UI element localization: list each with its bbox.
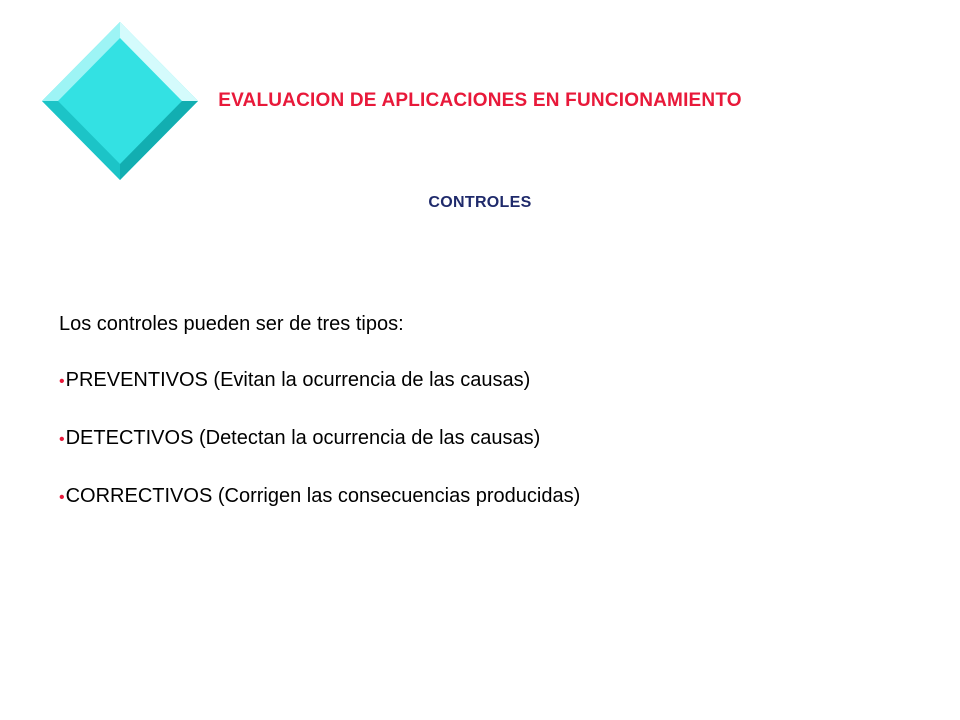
bullet-marker: • bbox=[59, 373, 65, 390]
bullet-text: DETECTIVOS (Detectan la ocurrencia de las causas) bbox=[65, 427, 541, 449]
bullet-item-preventivos bbox=[59, 368, 580, 394]
slide-body bbox=[59, 312, 580, 510]
bullet-marker: • bbox=[59, 489, 65, 506]
bullet-marker: • bbox=[59, 431, 65, 448]
bullet-item-correctivos bbox=[59, 484, 580, 510]
bullet-item-detectivos bbox=[59, 426, 580, 452]
bullet-text: CORRECTIVOS (Corrigen las consecuencias producidas) bbox=[65, 485, 581, 507]
slide-subtitle: CONTROLES bbox=[428, 194, 532, 211]
bullet-text: PREVENTIVOS (Evitan la ocurrencia de las causas) bbox=[65, 369, 531, 391]
slide-title: EVALUACION DE APLICACIONES EN FUNCIONAMIENTO bbox=[218, 90, 742, 111]
intro-text: Los controles pueden ser de tres tipos: bbox=[59, 313, 404, 335]
